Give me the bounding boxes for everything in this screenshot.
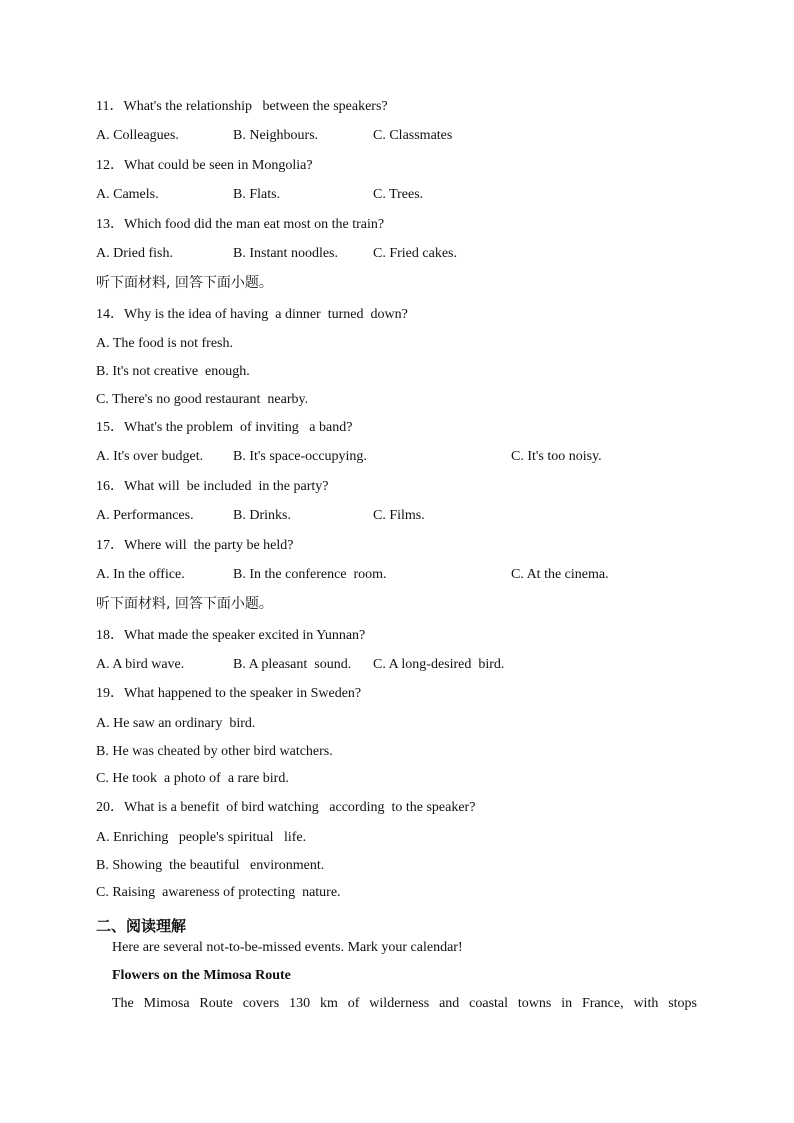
listening-instruction-2: 听下面材料, 回答下面小题。 (96, 596, 273, 612)
question-18: 18．What made the speaker excited in Yunnan? (96, 628, 366, 643)
event-paragraph: The Mimosa Route covers 130 km of wilderness and coastal towns in France, with stops (112, 996, 697, 1011)
q14-option-a: A. The food is not fresh. (96, 336, 233, 351)
q20-option-b: B. Showing the beautiful environment. (96, 858, 325, 873)
q11-option-c: C. Classmates (373, 128, 453, 143)
q13-option-b: B. Instant noodles. (233, 246, 338, 261)
q11-option-b: B. Neighbours. (233, 128, 319, 143)
question-11: 11．What's the relationship between the speakers? (96, 99, 388, 114)
question-17: 17．Where will the party be held? (96, 538, 294, 553)
q19-option-a: A. He saw an ordinary bird. (96, 716, 256, 731)
q20-option-a: A. Enriching people's spiritual life. (96, 830, 307, 845)
q16-option-c: C. Films. (373, 508, 425, 523)
q16-option-a: A. Performances. (96, 508, 194, 523)
reading-intro: Here are several not-to-be-missed events. Mark your calendar! (112, 940, 463, 955)
question-12: 12．What could be seen in Mongolia? (96, 158, 313, 173)
q14-option-c: C. There's no good restaurant nearby. (96, 392, 309, 407)
q12-option-a: A. Camels. (96, 187, 159, 202)
q12-option-c: C. Trees. (373, 187, 424, 202)
q15-option-b: B. It's space-occupying. (233, 449, 367, 464)
question-13: 13．Which food did the man eat most on the train? (96, 217, 385, 232)
question-16: 16．What will be included in the party? (96, 479, 329, 494)
q18-option-b: B. A pleasant sound. (233, 657, 352, 672)
q13-option-c: C. Fried cakes. (373, 246, 457, 261)
q15-option-c: C. It's too noisy. (511, 449, 602, 464)
q15-option-a: A. It's over budget. (96, 449, 204, 464)
event-subheading: Flowers on the Mimosa Route (112, 968, 291, 983)
q14-option-b: B. It's not creative enough. (96, 364, 250, 379)
q13-option-a: A. Dried fish. (96, 246, 173, 261)
q18-option-a: A. A bird wave. (96, 657, 185, 672)
q17-option-c: C. At the cinema. (511, 567, 609, 582)
q19-option-b: B. He was cheated by other bird watchers. (96, 744, 333, 759)
q11-option-a: A. Colleagues. (96, 128, 179, 143)
q20-option-c: C. Raising awareness of protecting nature. (96, 885, 341, 900)
q12-option-b: B. Flats. (233, 187, 281, 202)
listening-instruction-1: 听下面材料, 回答下面小题。 (96, 275, 273, 291)
q19-option-c: C. He took a photo of a rare bird. (96, 771, 289, 786)
q16-option-b: B. Drinks. (233, 508, 291, 523)
q17-option-a: A. In the office. (96, 567, 185, 582)
q18-option-c: C. A long-desired bird. (373, 657, 505, 672)
question-19: 19．What happened to the speaker in Sweden? (96, 686, 362, 701)
section-heading-reading: 二、阅读理解 (96, 917, 187, 935)
question-14: 14．Why is the idea of having a dinner turned down? (96, 307, 408, 322)
q17-option-b: B. In the conference room. (233, 567, 387, 582)
question-20: 20．What is a benefit of bird watching according to the speaker? (96, 800, 476, 815)
question-15: 15．What's the problem of inviting a band? (96, 420, 353, 435)
